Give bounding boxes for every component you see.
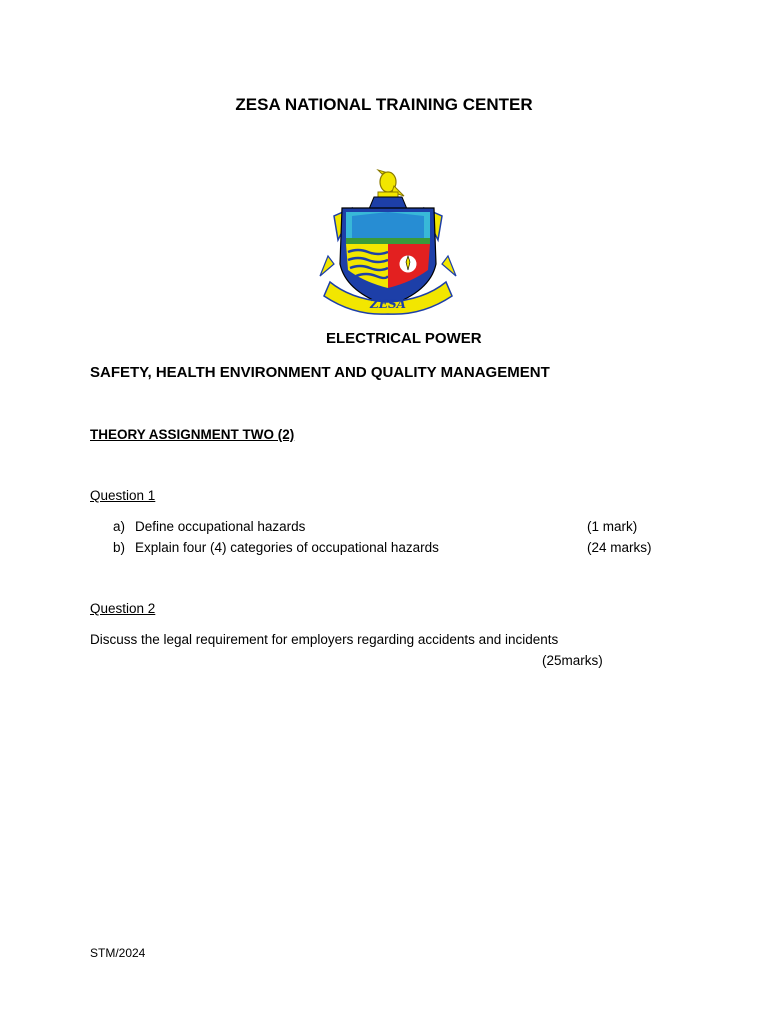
bird-icon [378, 170, 404, 197]
question-2-text: Discuss the legal requirement for employers regarding accidents and incidents [90, 632, 559, 647]
crest-banner-text: ZESA [370, 297, 406, 311]
department-heading: ELECTRICAL POWER [326, 330, 482, 347]
assignment-heading: THEORY ASSIGNMENT TWO (2) [90, 427, 295, 442]
zesa-crest-logo [312, 164, 468, 320]
question-2-marks: (25marks) [542, 653, 603, 668]
question-1-heading: Question 1 [90, 488, 156, 503]
page-title: ZESA NATIONAL TRAINING CENTER [235, 95, 533, 114]
question-1a-label: a) [113, 519, 126, 534]
question-1a-marks: (1 mark) [587, 519, 638, 534]
question-1b-marks: (24 marks) [587, 540, 652, 555]
question-1b-text: Explain four (4) categories of occupational hazards [135, 540, 439, 555]
crest-emblem [312, 164, 468, 320]
footer-code: STM/2024 [90, 946, 146, 960]
subject-heading: SAFETY, HEALTH ENVIRONMENT AND QUALITY MANAGEMENT [90, 364, 550, 381]
question-1a-text: Define occupational hazards [135, 519, 306, 534]
question-2-heading: Question 2 [90, 601, 156, 616]
question-1b-label: b) [113, 540, 126, 555]
